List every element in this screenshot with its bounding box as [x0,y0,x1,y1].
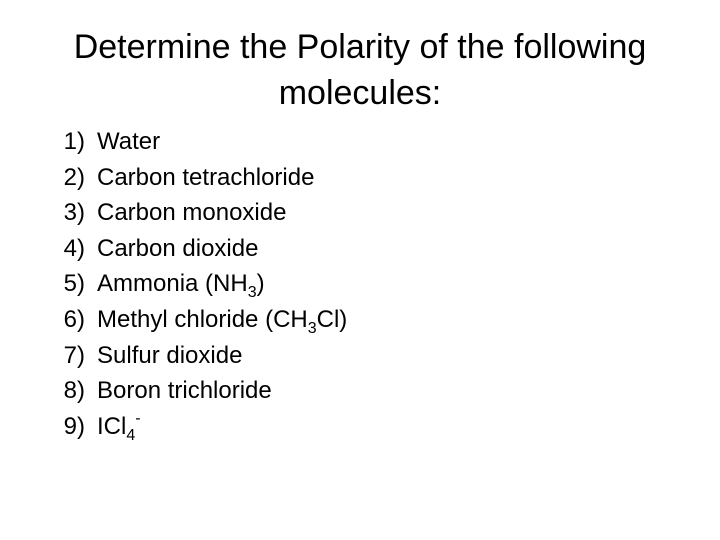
item-text: Carbon monoxide [97,199,287,227]
item-text [97,409,141,448]
formula-subscript: 3 [307,319,317,337]
item-number: 7) [63,341,85,369]
item-number: 6) [63,305,85,333]
list-item [40,302,640,338]
item-number: 8) [63,377,85,405]
list-item [40,266,640,302]
item-text: Carbon tetrachloride [97,163,315,191]
list-item [40,338,640,374]
list-item [40,160,640,196]
formula-text: Methyl chloride (CH [97,305,308,333]
item-text: Boron trichloride [97,377,272,405]
item-text: Water [97,128,161,155]
list-item [40,409,640,445]
item-text [97,302,347,341]
item-number: 2) [63,163,85,191]
formula-text-end: ) [256,270,265,298]
item-number: 5) [63,270,85,298]
item-number: 4) [63,234,85,262]
list-item [40,373,640,409]
formula-subscript: 3 [247,284,257,302]
formula-text: Ammonia (NH [97,270,248,298]
list-item [40,195,640,231]
list-item [40,231,640,267]
molecule-list [40,124,640,444]
item-text [97,266,265,305]
title-line-2: molecules: [278,74,442,112]
list-item [40,124,640,160]
formula-superscript: - [135,409,141,427]
item-number: 9) [63,412,85,440]
item-number: 3) [63,199,85,227]
title-line-1: Determine the Polarity of the following [73,28,647,66]
item-text: Carbon dioxide [97,234,259,262]
item-number: 1) [63,128,85,155]
formula-subscript: 4 [126,426,136,444]
formula-text: ICl [97,412,127,440]
slide-title [30,24,690,116]
formula-text-end: Cl) [316,305,348,333]
item-text: Sulfur dioxide [97,341,243,369]
